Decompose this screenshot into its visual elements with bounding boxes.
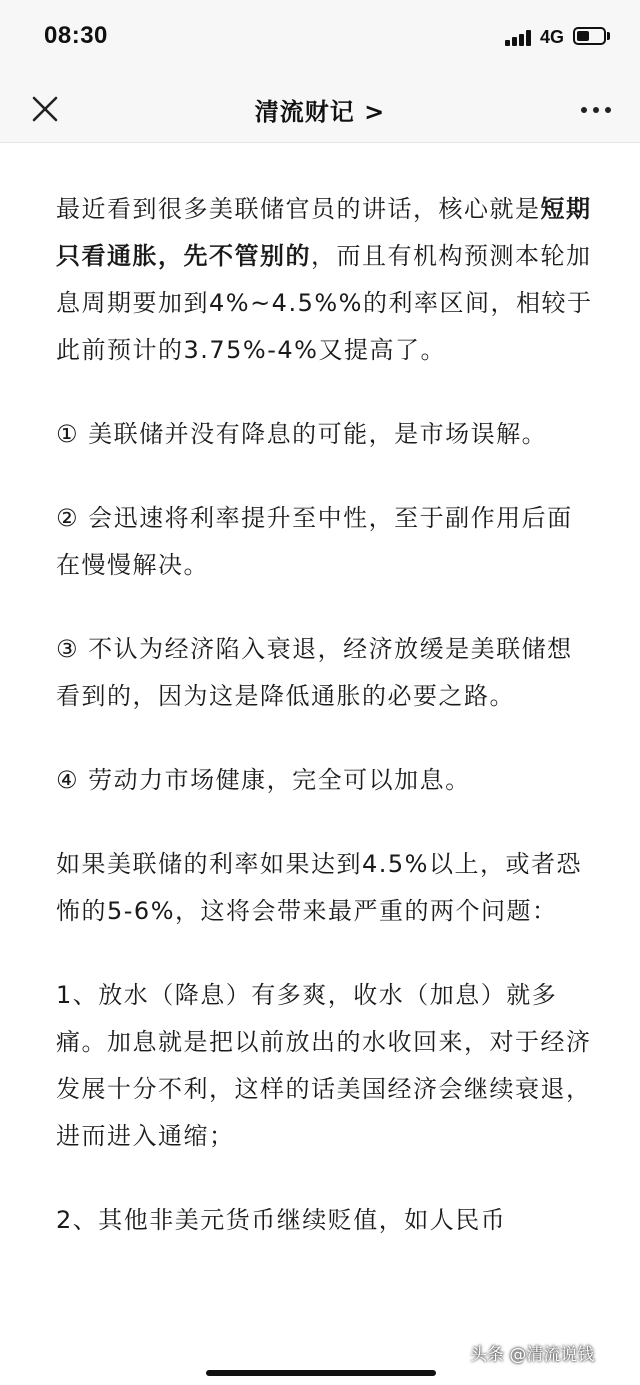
article-paragraph: 1、放水（降息）有多爽，收水（加息）就多痛。加息就是把以前放出的水收回来，对于经济发展十分不利，这样的话美国经济会继续衰退，进而进入通缩； [56,981,592,1150]
article-paragraph: ④ 劳动力市场健康，完全可以加息。 [56,766,471,794]
battery-tip [607,32,610,40]
article-paragraph: ① 美联储并没有降息的可能，是市场误解。 [56,420,548,448]
article-body [56,186,596,1281]
paragraph-bold-text: 短期只看通胀，先不管别的 [56,195,592,270]
home-indicator[interactable] [206,1370,436,1376]
watermark: 头条 @清流说钱 [470,1345,595,1365]
status-bar [0,0,640,78]
status-time: 08:30 [44,22,108,49]
more-button[interactable] [578,100,614,120]
paragraph-text: ，而且有机构预测本轮加息周期要加到4%~4.5%%的利率区间，相较于此前预计的3.75%-4%又提高了。 [56,242,593,364]
battery-icon [573,27,606,45]
article-paragraph: 2、其他非美元货币继续贬值，如人民币 [56,1206,507,1234]
article-paragraph: 如果美联储的利率如果达到4.5%以上，或者恐怖的5-6%，这将会带来最严重的两个问题： [56,850,582,925]
article-paragraph: ③ 不认为经济陷入衰退，经济放缓是美联储想看到的，因为这是降低通胀的必要之路。 [56,635,573,710]
network-label: 4G [540,27,565,47]
account-title-link[interactable]: 清流财记 > [254,98,386,126]
article-paragraph: ② 会迅速将利率提升至中性，至于副作用后面在慢慢解决。 [56,504,573,579]
article-paragraph [56,186,596,374]
paragraph-text: 最近看到很多美联储官员的讲话，核心就是 [56,195,541,223]
signal-icon [505,30,533,46]
nav-bar [0,78,640,143]
